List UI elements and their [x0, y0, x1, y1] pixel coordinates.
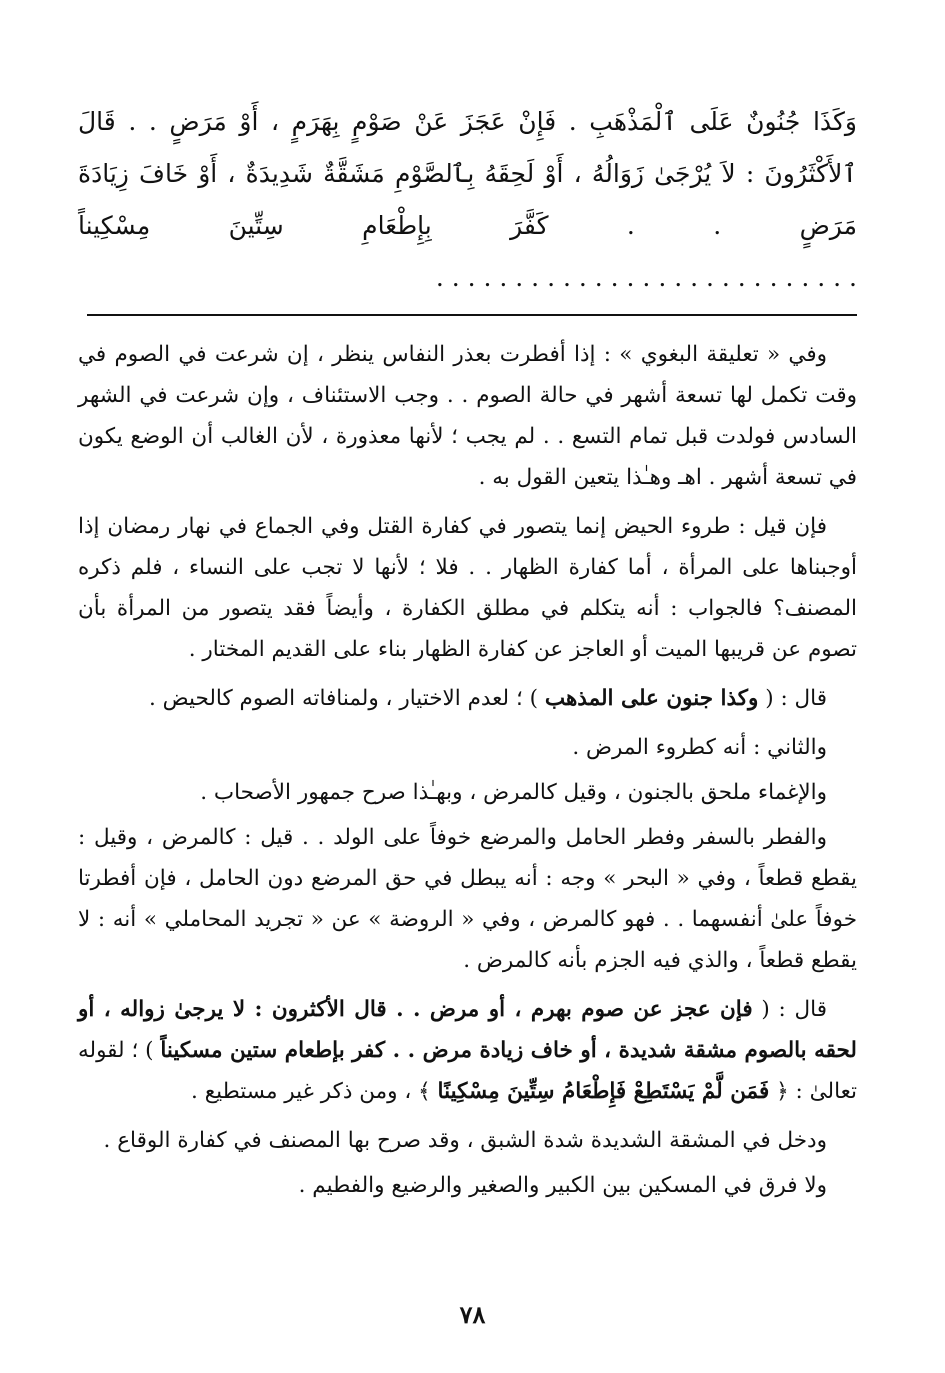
quote-rest: ﴾ ، ومن ذكر غير مستطيع . [191, 1079, 438, 1104]
matn-dots: . . . . . . . . . . . . . . . . . . . . . . . . . . . [435, 263, 857, 292]
matn-quote: وكذا جنون على المذهب [544, 686, 759, 711]
page-number: ٧٨ [459, 1300, 486, 1329]
sharh-paragraph-4: والثاني : أنه كطروء المرض . [572, 735, 827, 760]
sharh-paragraph-9: ولا فرق في المسكين بين الكبير والصغير والرضيع والفطيم . [298, 1173, 827, 1198]
matn-body: وَكَذَا جُنُونٌ عَلَى ٱلْمَذْهَبِ . فَإِنْ عَجَزَ عَنْ صَوْمٍ بِهَرَمٍ ، أَوْ مَرَضٍ . . قَالَ ٱلأَكْثَرُونَ : لاَ يُرْجَىٰ زَوَالُهُ ، أَوْ لَحِقَهُ بِٱلصَّوْمِ مَشَقَّةٌ شَدِيدَةٌ ، أَوْ خَافَ زِيَادَةَ مَرَضٍ . . كَفَّرَ بِإِطْعَامِ سِتِّينَ مِسْكِيناً [78, 107, 857, 240]
quote-open: قال : ( [758, 686, 827, 711]
quote-open: قال : ( [752, 997, 827, 1022]
matn-divider [87, 314, 857, 316]
sharh-commentary [78, 334, 857, 1206]
matn-text [78, 96, 857, 304]
sharh-paragraph-6: والفطر بالسفر وفطر الحامل والمرضع خوفاً على الولد . . قيل : كالمرض ، وقيل : يقطع قطعاً ، وفي « البحر » وجه : أنه يبطل في حق المرضع دون الحامل ، فإن أفطرتا خوفاً علىٰ أنفسهما . . فهو كالمرض ، وفي « الروضة » عن « تجريد المحاملي » أنه : لا يقطع قطعاً ، والذي فيه الجزم بأنه كالمرض . [78, 825, 857, 973]
matn-quote: فإن عجز عن صوم بهرم ، أو مرض . . قال الأكثرون : لا يرجىٰ زواله ، أو لحقه بالصوم مشقة شديدة ، أو خاف زيادة مرض . . كفر بإطعام ستين مسكيناً [78, 997, 857, 1063]
quote-middle: ) ؛ لقوله تعالىٰ : ﴿ [78, 1038, 857, 1104]
quran-verse: فَمَن لَّمْ يَسْتَطِعْ فَإِطْعَامُ سِتِّينَ مِسْكِينًا [437, 1079, 770, 1104]
sharh-paragraph-7 [78, 989, 857, 1112]
quote-rest: ) ؛ لعدم الاختيار ، ولمنافاته الصوم كالحيض . [149, 686, 545, 711]
sharh-paragraph-5: والإغماء ملحق بالجنون ، وقيل كالمرض ، وبهـٰذا صرح جمهور الأصحاب . [200, 780, 827, 805]
sharh-paragraph-3 [78, 678, 857, 719]
sharh-paragraph-8: ودخل في المشقة الشديدة شدة الشبق ، وقد صرح بها المصنف في كفارة الوقاع . [103, 1128, 827, 1153]
sharh-paragraph-2: فإن قيل : طروء الحيض إنما يتصور في كفارة القتل وفي الجماع في نهار رمضان إذا أوجبناها على المرأة ، أما كفارة الظهار . . فلا ؛ لأنها لا تجب على النساء ، فلم ذكره المصنف؟ فالجواب : أنه يتكلم في مطلق الكفارة ، وأيضاً فقد يتصور من المرأة بأن تصوم عن قريبها الميت أو العاجز عن كفارة الظهار بناء على القديم المختار . [78, 514, 857, 662]
sharh-paragraph-1: وفي « تعليقة البغوي » : إذا أفطرت بعذر النفاس ينظر ، إن شرعت في الصوم في وقت تكمل لها تسعة أشهر في حالة الصوم . . وجب الاستئناف ، وإن شرعت في الشهر السادس فولدت قبل تمام التسع . . لم يجب ؛ لأنها معذورة ، لأن الغالب أن الوضع يكون في تسعة أشهر . اهـ وهـٰذا يتعين القول به . [78, 342, 857, 490]
